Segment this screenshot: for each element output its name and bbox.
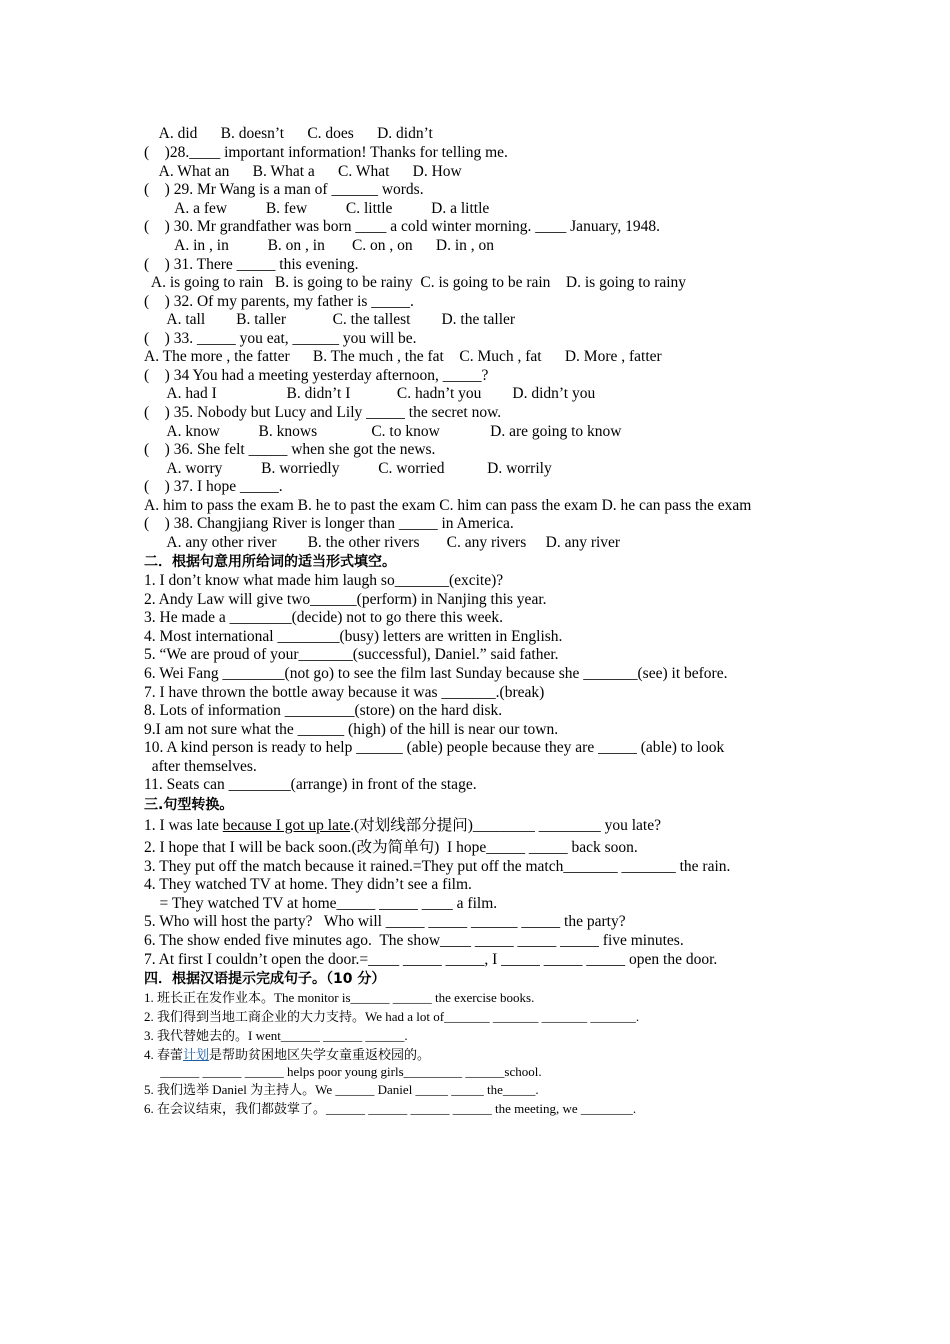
section2-item-2: 2. Andy Law will give two______(perform) in Nanjing this year.	[144, 591, 547, 608]
mc-line-13: A. The more , the fatter B. The much , the fat C. Much , fat D. More , fatter	[144, 348, 662, 365]
plan-link[interactable]: 计划	[183, 1047, 210, 1062]
section2-item-3: 3. He made a ________(decide) not to go there this week.	[144, 609, 503, 626]
section4-item-4-line2: ______ ______ ______ helps poor young girls_________ ______school.	[144, 1064, 542, 1079]
mc-line-14: ( ) 34 You had a meeting yesterday afternoon, _____?	[144, 367, 489, 384]
section2-item-1: 1. I don’t know what made him laugh so_______(excite)?	[144, 572, 504, 589]
mc-line-2: ( )28.____ important information! Thanks for telling me.	[144, 144, 508, 161]
section2-item-8: 8. Lots of information _________(store) on the hard disk.	[144, 702, 503, 719]
mc-line-10: ( ) 32. Of my parents, my father is _____.	[144, 293, 414, 310]
section2-item-11: after themselves.	[144, 758, 257, 775]
mc-line-20: ( ) 37. I hope _____.	[144, 478, 283, 495]
section3-item-rest-1: 2. I hope that I will be back soon.(改为简单句) I hope_____ _____ back soon.	[144, 839, 638, 856]
section3-item-rest-7: 7. At first I couldn’t open the door.=____ _____ _____, I _____ _____ _____ open the door.	[144, 951, 718, 968]
underlined-phrase: because I got up late	[222, 817, 351, 834]
mc-line-19: A. worry B. worriedly C. worried D. worrily	[144, 460, 552, 477]
section3-item-rest-6: 6. The show ended five minutes ago. The show____ _____ _____ _____ five minutes.	[144, 932, 684, 949]
mc-line-8: ( ) 31. There _____ this evening.	[144, 256, 359, 273]
section3-item-rest-3: 4. They watched TV at home. They didn’t see a film.	[144, 876, 472, 893]
section4-item-1: 1. 班长正在发作业本。The monitor is______ ______ the exercise books.	[144, 990, 535, 1005]
mc-line-1: A. did B. doesn’t C. does D. didn’t	[144, 125, 433, 142]
section2-item-10: 10. A kind person is ready to help ______ (able) people because they are _____ (able) to look	[144, 739, 725, 756]
section3-item-rest-2: 3. They put off the match because it rained.=They put off the match_______ _______ the rain.	[144, 858, 731, 875]
section4-item-2: 2. 我们得到当地工商企业的大力支持。We had a lot of_______ _______ _______ _______.	[144, 1009, 640, 1024]
section3-item-rest-4: = They watched TV at home_____ _____ ____ a film.	[144, 895, 498, 912]
mc-line-4: ( ) 29. Mr Wang is a man of ______ words.	[144, 181, 424, 198]
mc-line-16: ( ) 35. Nobody but Lucy and Lily _____ the secret now.	[144, 404, 502, 421]
mc-line-11: A. tall B. taller C. the tallest D. the taller	[144, 311, 516, 328]
mc-line-6: ( ) 30. Mr grandfather was born ____ a cold winter morning. ____ January, 1948.	[144, 218, 660, 235]
mc-line-17: A. know B. knows C. to know D. are going to know	[144, 423, 622, 440]
section4-item-b-1: 5. 我们选举 Daniel 为主持人。We ______ Daniel _____ _____ the_____.	[144, 1082, 539, 1097]
mc-line-23: A. any other river B. the other rivers C. any rivers D. any river	[144, 534, 621, 551]
mc-line-21: A. him to pass the exam B. he to past the exam C. him can pass the exam D. he can pass the exam	[144, 497, 752, 514]
section3-item-rest-5: 5. Who will host the party? Who will _____ _____ ______ _____ the party?	[144, 913, 626, 930]
section3-heading: 三.句型转换。	[144, 797, 234, 813]
mc-line-5: A. a few B. few C. little D. a little	[144, 200, 490, 217]
mc-line-3: A. What an B. What a C. What D. How	[144, 163, 462, 180]
section4-heading: 四．根据汉语提示完成句子。（10 分）	[144, 971, 386, 987]
mc-line-22: ( ) 38. Changjiang River is longer than _____ in America.	[144, 515, 514, 532]
mc-line-15: A. had I B. didn’t I C. hadn’t you D. didn’t you	[144, 385, 596, 402]
section2-item-5: 5. “We are proud of your_______(successful), Daniel.” said father.	[144, 646, 559, 663]
mc-line-12: ( ) 33. _____ you eat, ______ you will be.	[144, 330, 417, 347]
mc-line-9: A. is going to rain B. is going to be rainy C. is going to be rain D. is going to rainy	[144, 274, 687, 291]
section2-item-12: 11. Seats can ________(arrange) in front of the stage.	[144, 776, 477, 793]
section2-item-7: 7. I have thrown the bottle away because it was _______.(break)	[144, 684, 545, 701]
mc-line-18: ( ) 36. She felt _____ when she got the news.	[144, 441, 436, 458]
section2-item-4: 4. Most international ________(busy) letters are written in English.	[144, 628, 563, 645]
section4-item-b-2: 6. 在会议结束，我们都鼓掌了。______ ______ ______ ______ the meeting, we ________.	[144, 1101, 637, 1116]
section2-heading: 二．根据句意用所给词的适当形式填空。	[144, 554, 396, 570]
section2-item-9: 9.I am not sure what the ______ (high) of the hill is near our town.	[144, 721, 559, 738]
section4-item-3: 3. 我代替她去的。I went______ ______ ______.	[144, 1028, 408, 1043]
section3-item-1: 1. I was late because I got up late.(对划线部分提问)________ ________ you late?	[144, 817, 661, 834]
mc-line-7: A. in , in B. on , in C. on , on D. in , on	[144, 237, 495, 254]
section4-item-4: 4. 春蕾计划是帮助贫困地区失学女童重返校园的。	[144, 1047, 431, 1062]
section2-item-6: 6. Wei Fang ________(not go) to see the film last Sunday because she _______(see) it before.	[144, 665, 728, 682]
